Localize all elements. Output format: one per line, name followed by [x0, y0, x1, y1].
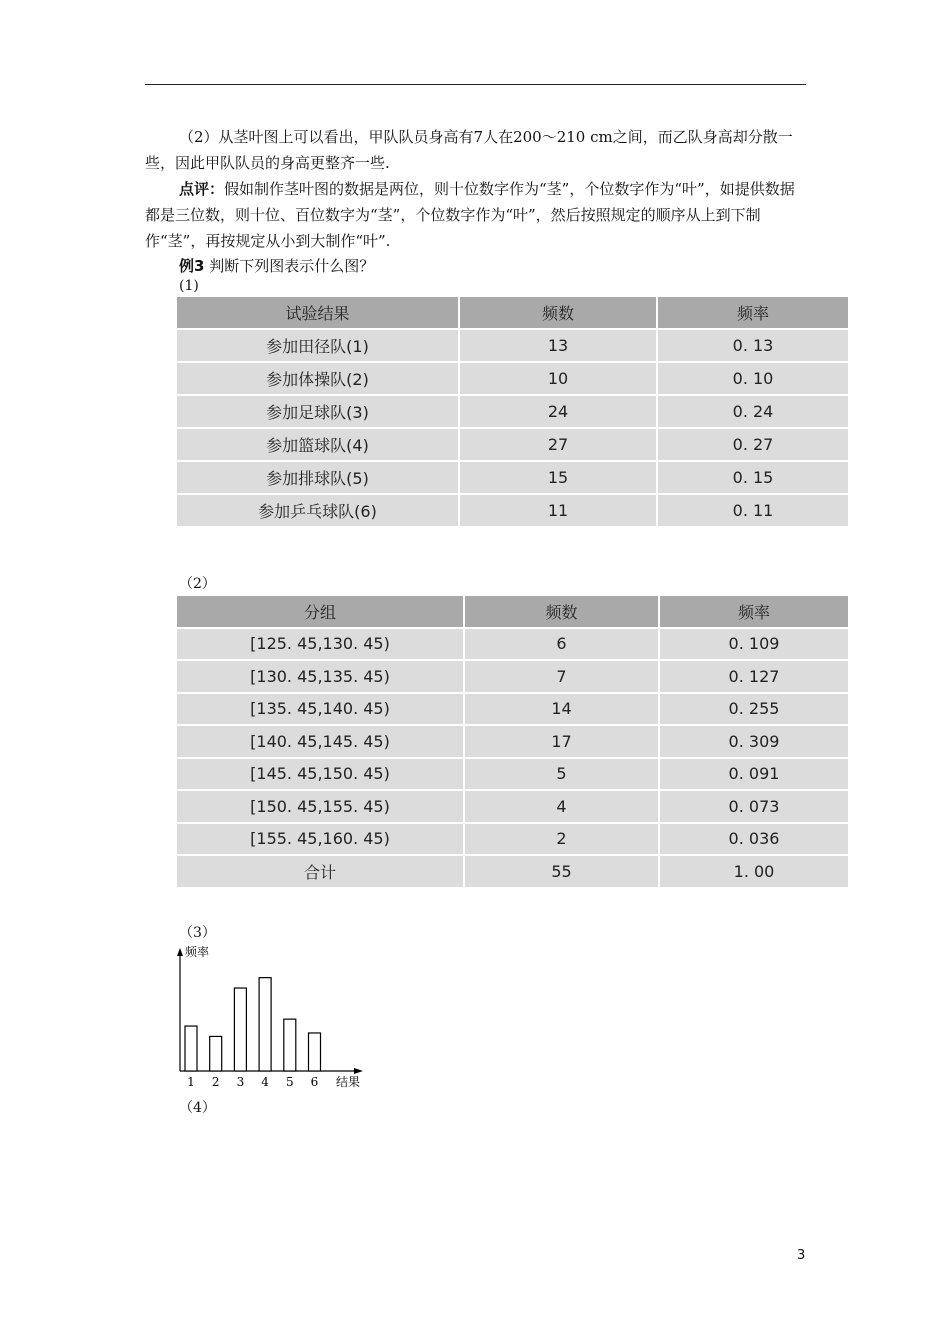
table-cell: 0. 10	[657, 362, 848, 395]
table-cell: 6	[464, 628, 659, 661]
x-tick-label: 4	[261, 1075, 269, 1089]
table-row	[177, 823, 848, 856]
table-cell: 0. 11	[657, 494, 848, 527]
table-cell: 1. 00	[659, 855, 848, 888]
table-cell: [145. 45,150. 45)	[177, 758, 464, 791]
paragraph-comment	[145, 176, 807, 254]
table-cell: 0. 073	[659, 790, 848, 823]
table-cell: [125. 45,130. 45)	[177, 628, 464, 661]
example-heading	[179, 253, 799, 279]
table-row	[177, 329, 848, 362]
x-tick-label: 6	[310, 1075, 319, 1089]
bar-6	[309, 1033, 321, 1071]
table-cell: 11	[459, 494, 657, 527]
example-label: 例3	[179, 257, 205, 275]
x-tick-label: 3	[236, 1075, 245, 1089]
table-cell: 0. 255	[659, 693, 848, 726]
table-header-row	[177, 596, 848, 628]
figure-label-3: （3）	[179, 925, 216, 941]
table-cell: [135. 45,140. 45)	[177, 693, 464, 726]
x-axis-arrow	[354, 1068, 363, 1074]
page-number: 3	[797, 1248, 806, 1263]
x-tick-label: 5	[285, 1075, 294, 1089]
bar-3	[234, 988, 246, 1071]
table-cell: 10	[459, 362, 657, 395]
group-frequency-table	[177, 596, 848, 889]
table-cell: 15	[459, 461, 657, 494]
table-cell: 0. 13	[657, 329, 848, 362]
table-row	[177, 362, 848, 395]
bar-2	[210, 1036, 222, 1071]
table-row	[177, 395, 848, 428]
table-cell: 参加排球队(5)	[177, 461, 459, 494]
figure-label-2: （2）	[179, 576, 216, 592]
table-cell: 参加乒乓球队(6)	[177, 494, 459, 527]
paragraph-conclusion: （2）从茎叶图上可以看出，甲队队员身高有7人在200～210 cm之间，而乙队身高却分散一些，因此甲队队员的身高更整齐一些.	[145, 128, 793, 172]
x-tick-label: 1	[187, 1075, 195, 1089]
x-tick-label: 2	[211, 1075, 220, 1089]
table-cell: [140. 45,145. 45)	[177, 725, 464, 758]
column-header: 频数	[464, 596, 659, 628]
column-header: 分组	[177, 596, 464, 628]
table-row	[177, 428, 848, 461]
table-cell: [155. 45,160. 45)	[177, 823, 464, 856]
table-row	[177, 461, 848, 494]
table-cell: 55	[464, 855, 659, 888]
result-frequency-table	[177, 297, 848, 528]
table-cell: 参加篮球队(4)	[177, 428, 459, 461]
y-axis-label: 频率	[185, 945, 210, 959]
table-cell: 0. 27	[657, 428, 848, 461]
column-header: 频率	[657, 297, 848, 329]
table-cell: 0. 036	[659, 823, 848, 856]
table-cell: 0. 109	[659, 628, 848, 661]
table-cell: 2	[464, 823, 659, 856]
table-cell: 17	[464, 725, 659, 758]
table-cell: 13	[459, 329, 657, 362]
comment-label: 点评：	[179, 180, 225, 198]
table-cell: 5	[464, 758, 659, 791]
example-question: 判断下列图表示什么图？	[204, 257, 375, 275]
table-cell: [150. 45,155. 45)	[177, 790, 464, 823]
table-cell: 14	[464, 693, 659, 726]
table-cell: 0. 15	[657, 461, 848, 494]
bar-1	[185, 1026, 197, 1071]
table-cell: 参加田径队(1)	[177, 329, 459, 362]
x-axis-label: 结果	[336, 1075, 361, 1089]
table-cell: 0. 091	[659, 758, 848, 791]
table-cell: [130. 45,135. 45)	[177, 660, 464, 693]
bar-5	[284, 1019, 296, 1071]
table-cell: 0. 309	[659, 725, 848, 758]
table-cell: 4	[464, 790, 659, 823]
table-cell: 24	[459, 395, 657, 428]
table-cell: 合计	[177, 855, 464, 888]
table-row	[177, 758, 848, 791]
table-cell: 参加足球队(3)	[177, 395, 459, 428]
column-header: 频数	[459, 297, 657, 329]
table-row	[177, 725, 848, 758]
table-body	[177, 628, 848, 888]
table-row	[177, 790, 848, 823]
table-header-row	[177, 297, 848, 329]
table-body	[177, 329, 848, 527]
table-cell: 参加体操队(2)	[177, 362, 459, 395]
comment-text: 假如制作茎叶图的数据是两位，则十位数字作为“茎”，个位数字作为“叶”，如提供数据都是三位数，则十位、百位数字为“茎”，个位数字作为“叶”，然后按照规定的顺序从上到下制作“茎”，再按规定从小到大制作“叶”.	[145, 180, 795, 250]
table-row	[177, 660, 848, 693]
table-cell: 0. 24	[657, 395, 848, 428]
table-row	[177, 693, 848, 726]
bar-4	[259, 978, 271, 1071]
table-row	[177, 494, 848, 527]
table-row	[177, 855, 848, 888]
table-cell: 7	[464, 660, 659, 693]
table-row	[177, 628, 848, 661]
y-axis-arrow	[177, 948, 183, 956]
table-cell: 0. 127	[659, 660, 848, 693]
column-header: 试验结果	[177, 297, 459, 329]
figure-label-4: （4）	[179, 1100, 216, 1116]
frequency-bar-chart	[170, 938, 390, 1098]
column-header: 频率	[659, 596, 848, 628]
header-rule	[145, 84, 806, 85]
table-cell: 27	[459, 428, 657, 461]
figure-label-1: (1)	[179, 278, 199, 294]
